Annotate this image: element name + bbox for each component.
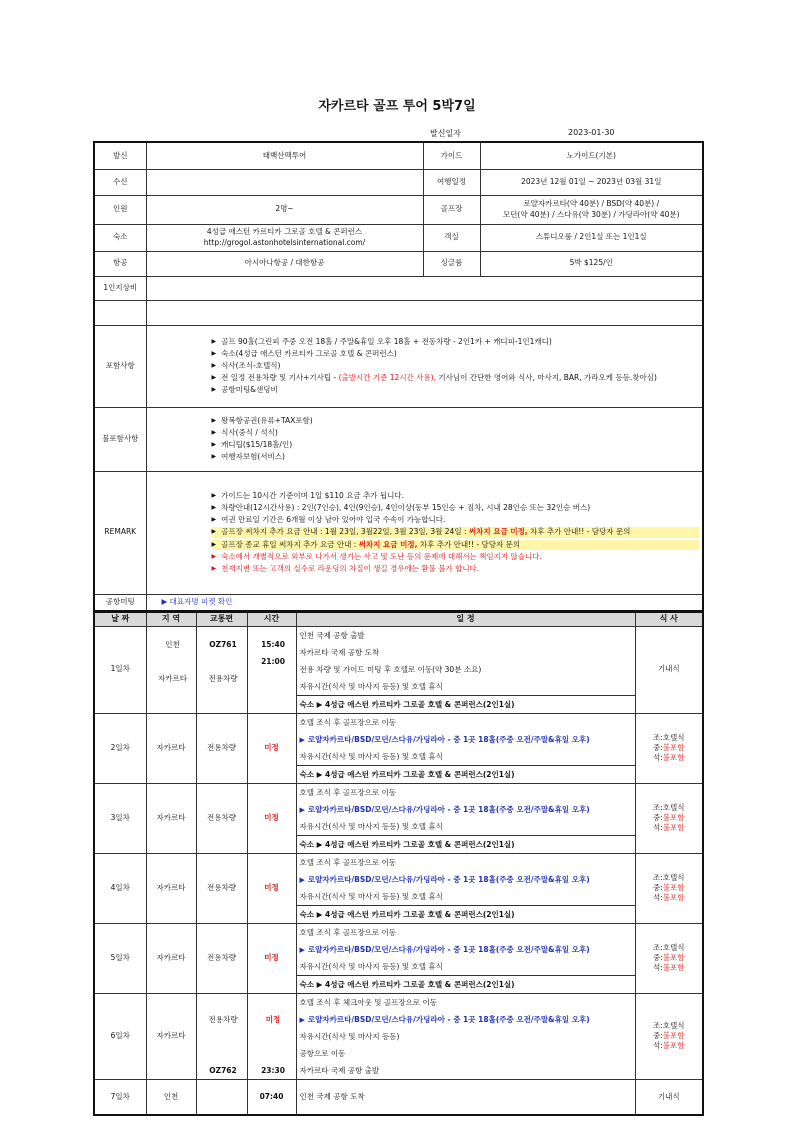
remark-surcharge-1: ▶ 골프장 써차지 추가 요금 안내 : 1월 23일, 3월22일, 3월 23일, 3월 24일 : 써차지 요금 미정, 차후 추가 안내!! - 담당자 문의 xyxy=(212,527,700,537)
header-time: 시간 xyxy=(247,612,296,626)
day-5: 5일차 xyxy=(94,923,146,993)
guide: 노가이드(기본) xyxy=(480,142,703,169)
day-2: 2일차 xyxy=(94,713,146,783)
golf-day-row xyxy=(94,713,703,783)
page-title: 자카르타 골프 투어 5박7일 xyxy=(318,99,476,114)
day-7-plan: 인천 국제 공항 도착 xyxy=(296,1079,635,1115)
single-price xyxy=(146,276,703,300)
header-date: 날 짜 xyxy=(94,612,146,626)
air-label: 항공 xyxy=(94,251,146,276)
single-price-label: 1인지상비 xyxy=(94,276,146,300)
room-label: 객실 xyxy=(423,224,480,251)
day-plan: 호텔 조식 후 골프장으로 이동 ▶ 로얄자카르타/BSD/모던/스다유/가딩라아 - 중 1곳 18홀(주중 오전/주말&휴일 오후) 자유시간(식사 및 마사지 등등) 및 호텔 휴식 숙소 ▶ 4성급 애스턴 카르티카 그로골 호텔 & 콘퍼런스(2인1실) xyxy=(296,713,635,783)
sender: 태백산맥투어 xyxy=(146,142,423,169)
day-region: 자카르타 xyxy=(146,783,196,853)
day-plan: 호텔 조식 후 골프장으로 이동 ▶ 로얄자카르타/BSD/모던/스다유/가딩라아 - 중 1곳 18홀(주중 오전/주말&휴일 오후) 자유시간(식사 및 마사지 등등) 및 호텔 휴식 숙소 ▶ 4성급 애스턴 카르티카 그로골 호텔 & 콘퍼런스(2인1실) xyxy=(296,783,635,853)
included-item: ▶ 공항미팅&샌딩비 xyxy=(212,385,700,395)
course-line-1: 로얄자카르타(약 40분) / BSD(약 40분) / xyxy=(523,199,660,209)
day-6-region: 자카르타 xyxy=(146,993,196,1079)
day-time: 미정 xyxy=(247,853,296,923)
included-vehicle: ▶ 전 일정 전용차량 및 기사+기사팁 - (출발시간 기준 12시간 사용), 기사님이 간단한 영어와 식사, 마사지, BAR, 가라오케 등등.찾아심) xyxy=(212,373,700,383)
hotel-label: 숙소 xyxy=(94,224,146,251)
day-plan: 호텔 조식 후 골프장으로 이동 ▶ 로얄자카르타/BSD/모던/스다유/가딩라아 - 중 1곳 18홀(주중 오전/주말&휴일 오후) 자유시간(식사 및 마사지 등등) 및 호텔 휴식 숙소 ▶ 4성급 애스턴 카르티카 그로골 호텔 & 콘퍼런스(2인1실) xyxy=(296,853,635,923)
day-transport: 전용차량 xyxy=(196,713,247,783)
remark-surcharge-2: ▶ 골프장 종교 휴일 써차지 추가 요금 안내 : 써차지 요금 미정, 차후 추가 안내!! - 담당자 문의 xyxy=(212,540,700,550)
courses xyxy=(480,195,703,224)
day-region: 자카르타 xyxy=(146,923,196,993)
period: 2023년 12월 01일 ~ 2023년 03월 31일 xyxy=(480,169,703,195)
air: 아시아나항공 / 대한항공 xyxy=(146,251,423,276)
recipient xyxy=(146,169,423,195)
included-item: ▶ 골프 90홀(그린피 주중 오전 18홀 / 주말&휴일 오후 18홀 + 전동차량 - 2인1카 + 캐디피-1인1캐디) xyxy=(212,337,700,347)
issue-date-label: 발신일자 xyxy=(430,129,461,138)
header-plan: 일 정 xyxy=(296,612,635,626)
day-7-meal: 기내식 xyxy=(635,1079,703,1115)
remark-label: REMARK xyxy=(94,471,146,594)
day-6-time: 미정 23:30 xyxy=(247,993,296,1079)
excluded-item: ▶ 여행자보험(서비스) xyxy=(212,452,700,462)
excluded-item: ▶ 식사(중식 / 석식) xyxy=(212,428,700,438)
single: 5박 $125/인 xyxy=(480,251,703,276)
hotel xyxy=(146,224,423,251)
day-6-plan: 호텔 조식 후 체크아웃 및 골프장으로 이동 ▶ 로얄자카르타/BSD/모던/스다유/가딩라아 - 중 1곳 18홀(주중 오전/주말&휴일 오후) 자유시간(식사 및 마사지 등등) 공항으로 이동 자카르타 국제 공항 출발 xyxy=(296,993,635,1079)
day-transport: 전용차량 xyxy=(196,853,247,923)
excluded-label: 불포함사항 xyxy=(94,407,146,471)
meeting: ▶ 대표자명 피켓 확인 xyxy=(146,594,703,611)
included-item: ▶ 식사(조식-호텔식) xyxy=(212,361,700,371)
day-7-transport xyxy=(196,1079,247,1115)
day-1-plan: 인천 국제 공항 출발 자카르타 국제 공항 도착 전용 차량 및 가이드 미팅 후 호텔로 이동(약 30분 소요) 자유시간(식사 및 마사지 등등) 및 호텔 휴식 숙소 ▶ 4성급 애스턴 카르티카 그로골 호텔 & 콘퍼런스(2인1실) xyxy=(296,626,635,713)
meeting-label: 공항미팅 xyxy=(94,594,146,611)
day-1-region: 인천 자카르타 xyxy=(146,626,196,713)
recipient-label: 수신 xyxy=(94,169,146,195)
remark-item: ▶ 차량안내(12시간사용) : 2인(7인승), 4인(9인승), 4인이상(동부 15인승 + 짐차, 시내 28인승 또는 32인승 버스) xyxy=(212,503,700,513)
golf-day-row xyxy=(94,853,703,923)
excluded-list xyxy=(146,407,703,471)
excluded-item: ▶ 왕복항공권(유류+TAX포함) xyxy=(212,416,700,426)
day-time: 미정 xyxy=(247,923,296,993)
room: 스튜디오룸 / 2인1실 또는 1인1실 xyxy=(480,224,703,251)
day-7-time: 07:40 xyxy=(247,1079,296,1115)
day-6: 6일차 xyxy=(94,993,146,1079)
hotel-url[interactable]: http://grogol.astonhotelsinternational.com/ xyxy=(203,237,366,247)
day-1: 1일차 xyxy=(94,626,146,713)
day-time: 미정 xyxy=(247,783,296,853)
day-3: 3일차 xyxy=(94,783,146,853)
header-transport: 교통편 xyxy=(196,612,247,626)
people-label: 인원 xyxy=(94,195,146,224)
remark-warning: ▶ 숙소에서 개별적으로 외부로 나가서 생기는 사고 및 도난 등의 문제에 대해서는 책임지지 않습니다. xyxy=(212,552,700,562)
single-label: 싱글룸 xyxy=(423,251,480,276)
day-meal: 조:호텔식 중:불포함 석:불포함 xyxy=(635,783,703,853)
day-region: 자카르타 xyxy=(146,713,196,783)
guide-label: 가이드 xyxy=(423,142,480,169)
included-label: 포함사항 xyxy=(94,325,146,407)
day-6-meal: 조:호텔식 중:불포함 석:불포함 xyxy=(635,993,703,1079)
day-region: 자카르타 xyxy=(146,853,196,923)
day-4: 4일차 xyxy=(94,853,146,923)
hotel-name: 4성급 애스턴 카르티카 그로골 호텔 & 콘퍼런스 xyxy=(206,227,363,237)
excluded-item: ▶ 캐디팁($15/18홀/인) xyxy=(212,440,700,450)
included-item: ▶ 숙소(4성급 애스턴 카르티카 그로골 호텔 & 콘퍼런스) xyxy=(212,349,700,359)
golf-day-row xyxy=(94,923,703,993)
day-1-meal: 기내식 xyxy=(635,626,703,713)
people: 2명~ xyxy=(146,195,423,224)
day-6-transport: 전용차량 OZ762 xyxy=(196,993,247,1079)
included-list xyxy=(146,325,703,407)
day-meal: 조:호텔식 중:불포함 석:불포함 xyxy=(635,923,703,993)
course-label: 골프장 xyxy=(423,195,480,224)
issue-date: 2023-01-30 xyxy=(568,128,615,137)
day-plan: 호텔 조식 후 골프장으로 이동 ▶ 로얄자카르타/BSD/모던/스다유/가딩라아 - 중 1곳 18홀(주중 오전/주말&휴일 오후) 자유시간(식사 및 마사지 등등) 및 호텔 휴식 숙소 ▶ 4성급 애스턴 카르티카 그로골 호텔 & 콘퍼런스(2인1실) xyxy=(296,923,635,993)
day-1-transport: OZ761 전용차량 xyxy=(196,626,247,713)
day-transport: 전용차량 xyxy=(196,783,247,853)
day-7: 7일차 xyxy=(94,1079,146,1115)
day-1-time: 15:40 21:00 xyxy=(247,626,296,713)
remark-warning: ▶ 천재지변 또는 고객의 실수로 라운딩의 차질이 생길 경우에는 환불 불가 합니다. xyxy=(212,564,700,574)
remark-list xyxy=(146,471,703,594)
day-meal: 조:호텔식 중:불포함 석:불포함 xyxy=(635,713,703,783)
header-region: 지 역 xyxy=(146,612,196,626)
course-line-2: 모던(약 40분) / 스다유(약 30분) / 가딩라아(약 40분) xyxy=(502,209,680,219)
day-time: 미정 xyxy=(247,713,296,783)
remark-item: ▶ 가이드는 10시간 기준이며 1일 $110 요금 추가 됩니다. xyxy=(212,491,700,501)
golf-day-row xyxy=(94,783,703,853)
sender-label: 발신 xyxy=(94,142,146,169)
schedule-table xyxy=(93,611,704,1116)
info-table xyxy=(93,141,704,612)
remark-item: ▶ 여권 만료일 기간은 6개월 이상 남아 있어야 입국 수속이 가능합니다. xyxy=(212,515,700,525)
day-7-region: 인천 xyxy=(146,1079,196,1115)
header-meal: 식 사 xyxy=(635,612,703,626)
day-meal: 조:호텔식 중:불포함 석:불포함 xyxy=(635,853,703,923)
day-transport: 전용차량 xyxy=(196,923,247,993)
period-label: 여행일정 xyxy=(423,169,480,195)
